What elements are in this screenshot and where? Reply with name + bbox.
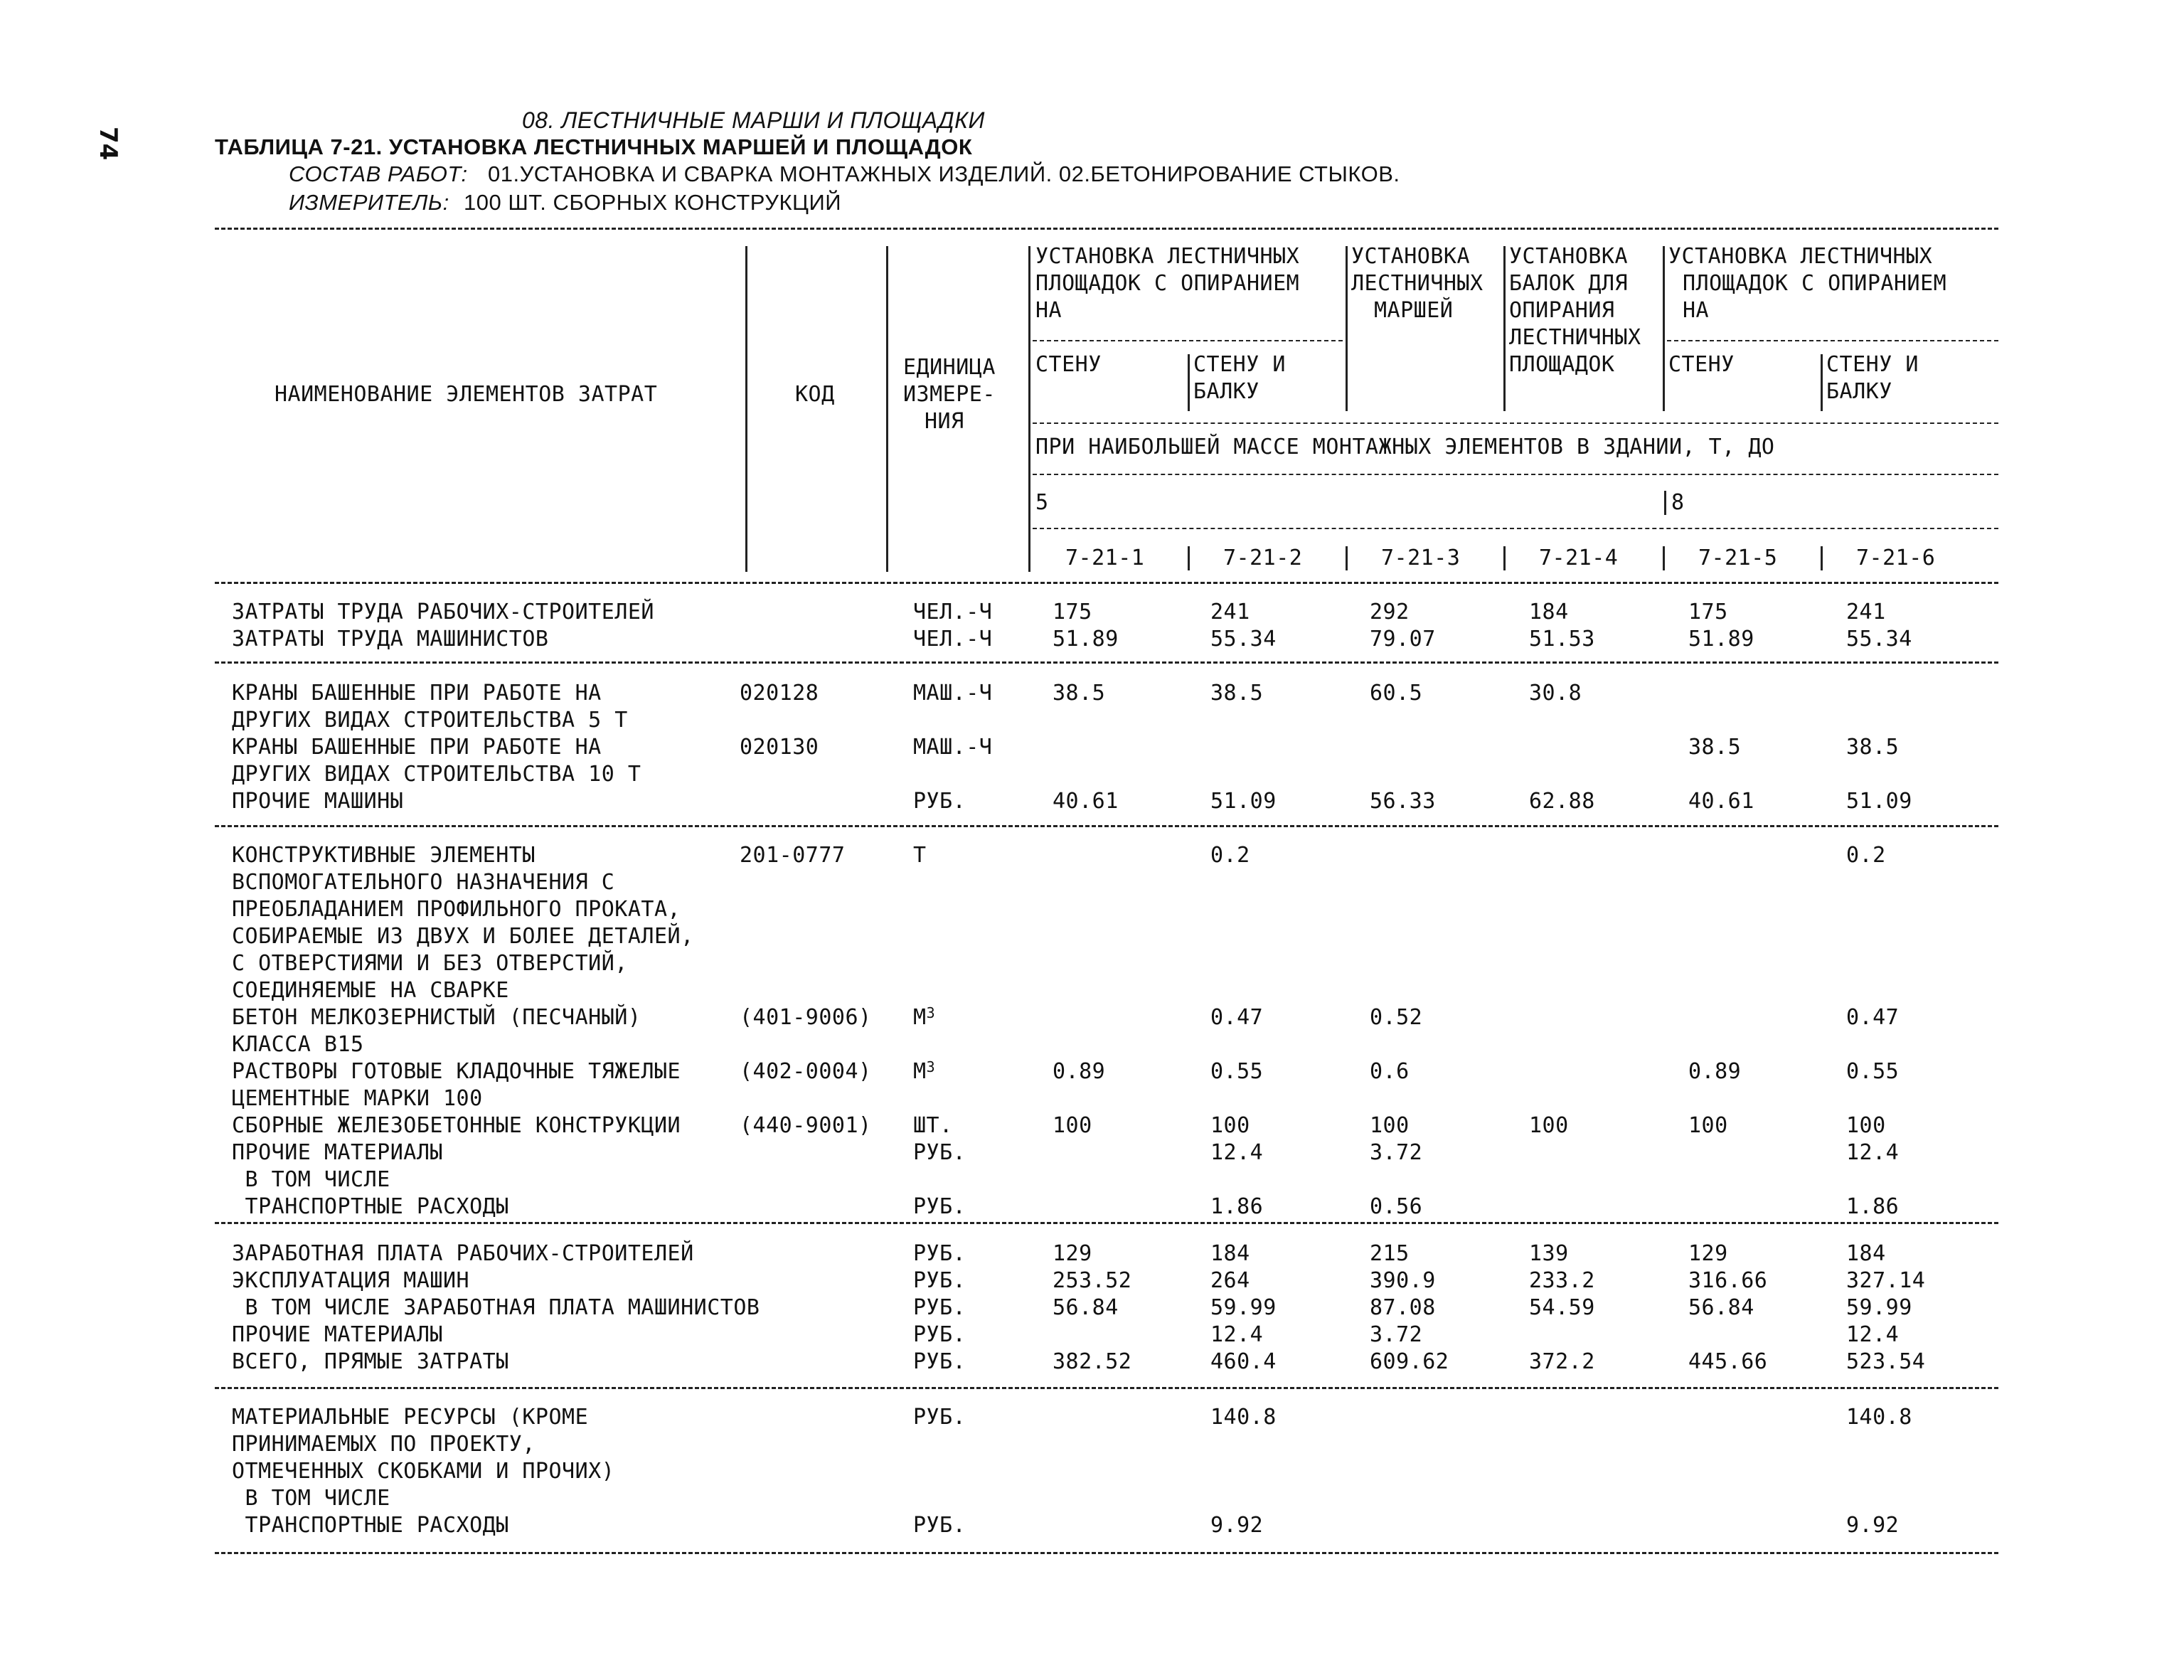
header-g1-wallbeam-line2: БАЛКУ [1193,379,1259,404]
row-name: ЗАТРАТЫ ТРУДА РАБОЧИХ-СТРОИТЕЛЕЙ [232,600,654,624]
row-value: 100 [1529,1113,1569,1138]
row-name: МАТЕРИАЛЬНЫЕ РЕСУРСЫ (КРОМЕ [232,1405,589,1430]
row-name: ПРИНИМАЕМЫХ ПО ПРОЕКТУ, [232,1432,536,1457]
row-name: БЕТОН МЕЛКОЗЕРНИСТЫЙ (ПЕСЧАНЫЙ) [232,1005,641,1030]
row-name: ТРАНСПОРТНЫЕ РАСХОДЫ [232,1513,509,1538]
row-code: 201-0777 [740,843,846,868]
row-value: 51.89 [1688,627,1754,652]
row-value: 100 [1210,1113,1250,1138]
row-value: 0.55 [1846,1059,1900,1084]
row-unit: МАШ.-Ч [913,735,993,760]
row-name: ПРЕОБЛАДАНИЕМ ПРОФИЛЬНОГО ПРОКАТА, [232,897,681,922]
hline-g1-sub [1033,340,1343,341]
row-name: ПРОЧИЕ МАТЕРИАЛЫ [232,1140,443,1165]
row-value: 460.4 [1210,1349,1277,1374]
composition-label: СОСТАВ РАБОТ: [289,161,468,186]
row-value: 62.88 [1529,789,1595,814]
row-value: 56.33 [1370,789,1436,814]
row-value: 184 [1210,1241,1250,1266]
row-code: (402-0004) [740,1059,872,1084]
row-value: 0.89 [1053,1059,1106,1084]
row-value: 140.8 [1846,1405,1912,1430]
row-unit: РУБ. [913,1140,966,1165]
row-value: 100 [1688,1113,1728,1138]
row-value: 100 [1053,1113,1092,1138]
row-value: 40.61 [1053,789,1119,814]
header-g1-line1: УСТАНОВКА ЛЕСТНИЧНЫХ [1035,244,1300,269]
vline-name-code [745,246,747,572]
row-name: ОТМЕЧЕННЫХ СКОБКАМИ И ПРОЧИХ) [232,1459,615,1484]
header-code: КОД [795,382,835,407]
vline-code-5 [1821,546,1823,570]
row-name: С ОТВЕРСТИЯМИ И БЕЗ ОТВЕРСТИЙ, [232,951,628,976]
header-g3-line3: ОПИРАНИЯ [1509,298,1615,323]
rule-header-bottom [215,582,1998,584]
header-g3-line4: ЛЕСТНИЧНЫХ [1509,325,1641,350]
row-value: 292 [1370,600,1410,624]
row-unit-superscript: 3 [926,1004,936,1021]
row-value: 382.52 [1053,1349,1132,1374]
row-unit: РУБ. [913,1513,966,1538]
vline-g1-g2 [1346,246,1348,411]
row-value: 0.52 [1370,1005,1423,1030]
row-unit: РУБ. [913,1268,966,1293]
row-unit: ЧЕЛ.-Ч [913,627,993,652]
meter-label: ИЗМЕРИТЕЛЬ: [289,190,449,215]
row-value: 372.2 [1529,1349,1595,1374]
row-name: СОБИРАЕМЫЕ ИЗ ДВУХ И БОЛЕЕ ДЕТАЛЕЙ, [232,924,694,949]
row-value: 51.09 [1210,789,1277,814]
header-code-3: 7-21-3 [1381,546,1461,570]
row-code: 020128 [740,681,819,706]
hline-codes-top [1033,528,1998,529]
row-value: 12.4 [1846,1322,1900,1347]
row-value: 129 [1688,1241,1728,1266]
row-value: 51.89 [1053,627,1119,652]
row-value: 12.4 [1210,1322,1264,1347]
row-unit: ШТ. [913,1113,953,1138]
vline-g3-g4 [1663,246,1665,411]
row-name: СБОРНЫЕ ЖЕЛЕЗОБЕТОННЫЕ КОНСТРУКЦИИ [232,1113,681,1138]
header-g2-line1: УСТАНОВКА [1351,244,1471,269]
row-value: 233.2 [1529,1268,1595,1293]
row-value: 184 [1846,1241,1886,1266]
row-value: 0.89 [1688,1059,1742,1084]
header-g2-line2: ЛЕСТНИЧНЫХ [1351,271,1483,296]
header-g1-line2: ПЛОЩАДОК С ОПИРАНИЕМ [1035,271,1300,296]
header-code-2: 7-21-2 [1223,546,1303,570]
row-value: 12.4 [1846,1140,1900,1165]
row-name: ДРУГИХ ВИДАХ СТРОИТЕЛЬСТВА 5 Т [232,708,628,733]
row-value: 55.34 [1210,627,1277,652]
row-value: 1.86 [1846,1194,1900,1219]
header-g1-line3: НА [1035,298,1062,323]
header-code-5: 7-21-5 [1698,546,1778,570]
row-value: 100 [1370,1113,1410,1138]
row-value: 253.52 [1053,1268,1132,1293]
row-value: 390.9 [1370,1268,1436,1293]
row-value: 0.2 [1846,843,1886,868]
row-name: КРАНЫ БАШЕННЫЕ ПРИ РАБОТЕ НА [232,681,602,706]
row-value: 445.66 [1688,1349,1768,1374]
vline-g4-sub [1821,354,1823,411]
row-value: 38.5 [1846,735,1900,760]
header-mass-8: 8 [1671,490,1685,515]
row-value: 1.86 [1210,1194,1264,1219]
rule-sep-4 [215,1387,1998,1389]
hline-mass-bottom [1033,474,1998,475]
row-value: 140.8 [1210,1405,1277,1430]
header-g3-line2: БАЛОК ДЛЯ [1509,271,1629,296]
row-value: 0.47 [1846,1005,1900,1030]
header-code-6: 7-21-6 [1856,546,1936,570]
hline-g4-sub [1667,340,1998,341]
row-code: (401-9006) [740,1005,872,1030]
row-value: 523.54 [1846,1349,1926,1374]
row-unit: РУБ. [913,1241,966,1266]
row-name: ЭКСПЛУАТАЦИЯ МАШИН [232,1268,470,1293]
row-value: 184 [1529,600,1569,624]
row-unit: РУБ. [913,1295,966,1320]
row-value: 30.8 [1529,681,1582,706]
rule-sep-3 [215,1222,1998,1224]
header-name: НАИМЕНОВАНИЕ ЭЛЕМЕНТОВ ЗАТРАТ [275,382,658,407]
row-unit-superscript: 3 [926,1058,936,1075]
row-name: В ТОМ ЧИСЛЕ [232,1167,390,1192]
row-value: 79.07 [1370,627,1436,652]
header-g4-wallbeam-line1: СТЕНУ И [1826,352,1919,377]
header-mass-5: 5 [1035,490,1049,515]
row-name: ПРОЧИЕ МАШИНЫ [232,789,404,814]
vline-code-2 [1346,546,1348,570]
row-value: 175 [1688,600,1728,624]
rule-top [215,228,1998,230]
row-name: КРАНЫ БАШЕННЫЕ ПРИ РАБОТЕ НА [232,735,602,760]
header-g4-wallbeam-line2: БАЛКУ [1826,379,1892,404]
row-code: 020130 [740,735,819,760]
rule-sep-2 [215,825,1998,827]
row-unit: ЧЕЛ.-Ч [913,600,993,624]
header-unit-line1: ЕДИНИЦА [903,355,996,380]
vline-g2-g3 [1503,246,1506,411]
row-unit: РУБ. [913,1349,966,1374]
table-title: ТАБЛИЦА 7-21. УСТАНОВКА ЛЕСТНИЧНЫХ МАРШЕЙ И ПЛОЩАДОК [215,134,973,159]
rule-sep-1 [215,661,1998,664]
row-name: ТРАНСПОРТНЫЕ РАСХОДЫ [232,1194,509,1219]
row-value: 129 [1053,1241,1092,1266]
vline-unit-values [1028,246,1030,572]
hline-mass-top [1033,422,1998,424]
row-unit: МАШ.-Ч [913,681,993,706]
row-value: 9.92 [1846,1513,1900,1538]
composition-text: 01.УСТАНОВКА И СВАРКА МОНТАЖНЫХ ИЗДЕЛИЙ. 02.БЕТОНИРОВАНИЕ СТЫКОВ. [488,161,1400,186]
vline-code-1 [1188,546,1190,570]
row-value: 3.72 [1370,1322,1423,1347]
header-g3-line5: ПЛОЩАДОК [1509,352,1615,377]
header-g2-line3: МАРШЕЙ [1374,298,1454,323]
row-unit: $М^3$ [913,1058,936,1084]
row-name: ДРУГИХ ВИДАХ СТРОИТЕЛЬСТВА 10 Т [232,762,641,787]
row-name: В ТОМ ЧИСЛЕ [232,1486,390,1511]
row-value: 327.14 [1846,1268,1926,1293]
row-value: 9.92 [1210,1513,1264,1538]
meter-text: 100 ШТ. СБОРНЫХ КОНСТРУКЦИЙ [464,190,842,215]
row-unit: Т [913,843,927,868]
row-code: (440-9001) [740,1113,872,1138]
row-name: КЛАССА В15 [232,1032,364,1057]
row-name: ЗАТРАТЫ ТРУДА МАШИНИСТОВ [232,627,549,652]
row-value: 0.47 [1210,1005,1264,1030]
row-name: В ТОМ ЧИСЛЕ ЗАРАБОТНАЯ ПЛАТА МАШИНИСТОВ [232,1295,760,1320]
row-value: 264 [1210,1268,1250,1293]
row-value: 100 [1846,1113,1886,1138]
row-value: 54.59 [1529,1295,1595,1320]
row-value: 51.09 [1846,789,1912,814]
row-value: 38.5 [1688,735,1742,760]
row-value: 0.56 [1370,1194,1423,1219]
vline-code-4 [1663,546,1665,570]
header-mass-label: ПРИ НАИБОЛЬШЕЙ МАССЕ МОНТАЖНЫХ ЭЛЕМЕНТОВ В ЗДАНИИ, Т, ДО [1035,435,1775,459]
row-unit: РУБ. [913,1405,966,1430]
row-value: 60.5 [1370,681,1423,706]
header-g4-wall: СТЕНУ [1668,352,1735,377]
row-name: ВСЕГО, ПРЯМЫЕ ЗАТРАТЫ [232,1349,509,1374]
header-g3-line1: УСТАНОВКА [1509,244,1629,269]
header-g4-line3: НА [1683,298,1710,323]
row-value: 87.08 [1370,1295,1436,1320]
row-name: ВСПОМОГАТЕЛЬНОГО НАЗНАЧЕНИЯ С [232,870,615,895]
row-value: 38.5 [1053,681,1106,706]
row-value: 59.99 [1846,1295,1912,1320]
page-number: 74 [94,127,122,161]
row-value: 609.62 [1370,1349,1449,1374]
row-name: ПРОЧИЕ МАТЕРИАЛЫ [232,1322,443,1347]
header-g1-wallbeam-line1: СТЕНУ И [1193,352,1286,377]
row-name: СОЕДИНЯЕМЫЕ НА СВАРКЕ [232,978,509,1003]
header-unit-line3: НИЯ [925,409,964,434]
row-value: 139 [1529,1241,1569,1266]
row-value: 316.66 [1688,1268,1768,1293]
row-value: 241 [1210,600,1250,624]
vline-mass-8 [1664,491,1666,515]
header-code-1: 7-21-1 [1065,546,1145,570]
row-unit: РУБ. [913,1194,966,1219]
row-value: 56.84 [1053,1295,1119,1320]
header-g4-line1: УСТАНОВКА ЛЕСТНИЧНЫХ [1668,244,1933,269]
row-value: 175 [1053,600,1092,624]
row-value: 55.34 [1846,627,1912,652]
row-value: 241 [1846,600,1886,624]
row-value: 51.53 [1529,627,1595,652]
row-value: 3.72 [1370,1140,1423,1165]
row-unit: РУБ. [913,789,966,814]
vline-code-unit [886,246,888,572]
row-value: 59.99 [1210,1295,1277,1320]
header-g4-line2: ПЛОЩАДОК С ОПИРАНИЕМ [1683,271,1947,296]
row-name: ЦЕМЕНТНЫЕ МАРКИ 100 [232,1086,483,1111]
row-unit: $М^3$ [913,1004,936,1030]
vline-g1-sub [1188,354,1190,411]
row-value: 56.84 [1688,1295,1754,1320]
row-unit: РУБ. [913,1322,966,1347]
row-value: 215 [1370,1241,1410,1266]
row-name: РАСТВОРЫ ГОТОВЫЕ КЛАДОЧНЫЕ ТЯЖЕЛЫЕ [232,1059,681,1084]
vline-code-3 [1503,546,1506,570]
row-name: КОНСТРУКТИВНЫЕ ЭЛЕМЕНТЫ [232,843,536,868]
header-unit-line2: ИЗМЕРЕ- [903,382,996,407]
header-g1-wall: СТЕНУ [1035,352,1102,377]
row-value: 38.5 [1210,681,1264,706]
row-name: ЗАРАБОТНАЯ ПЛАТА РАБОЧИХ-СТРОИТЕЛЕЙ [232,1241,694,1266]
row-value: 0.2 [1210,843,1250,868]
row-value: 0.55 [1210,1059,1264,1084]
header-code-4: 7-21-4 [1539,546,1619,570]
row-value: 12.4 [1210,1140,1264,1165]
row-value: 0.6 [1370,1059,1410,1084]
rule-bottom [215,1552,1998,1554]
section-title: 08. ЛЕСТНИЧНЫЕ МАРШИ И ПЛОЩАДКИ [522,107,985,133]
row-value: 40.61 [1688,789,1754,814]
